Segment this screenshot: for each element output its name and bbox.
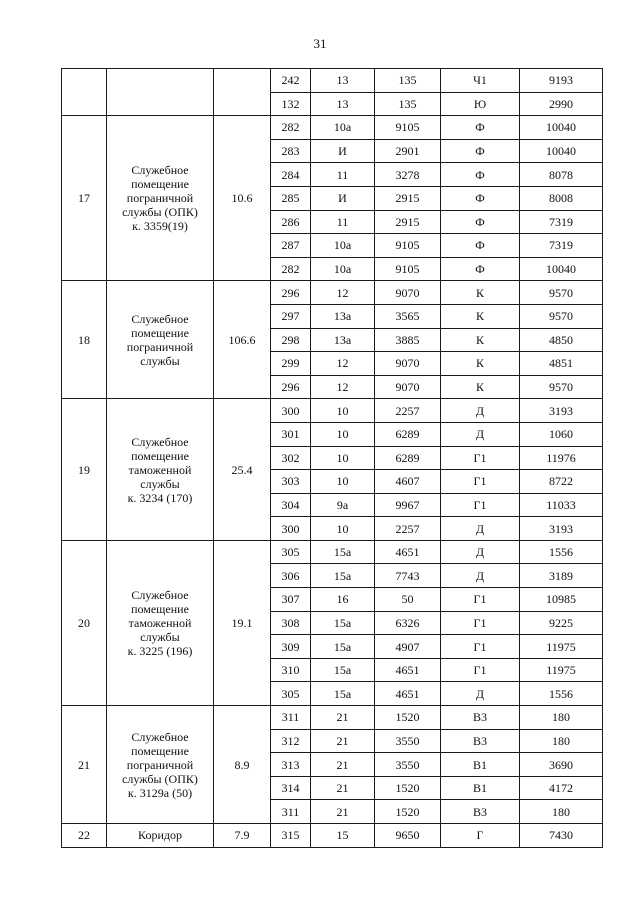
data-cell: Г — [441, 824, 520, 848]
data-cell: 3565 — [375, 304, 441, 328]
data-cell: 283 — [271, 139, 311, 163]
room-name-cell — [107, 706, 214, 824]
data-cell: 307 — [271, 588, 311, 612]
room-area-cell: 10.6 — [214, 116, 271, 281]
data-cell: 4651 — [375, 682, 441, 706]
data-cell: 7743 — [375, 564, 441, 588]
room-name-cell — [107, 69, 214, 116]
data-cell: 21 — [311, 800, 375, 824]
room-name-cell — [107, 540, 214, 705]
data-cell: 180 — [520, 800, 603, 824]
data-cell: 8008 — [520, 186, 603, 210]
data-cell: 132 — [271, 92, 311, 116]
room-name-line: Служебное — [131, 729, 189, 744]
data-cell: 4172 — [520, 776, 603, 800]
data-cell: 180 — [520, 706, 603, 730]
data-cell: 314 — [271, 776, 311, 800]
data-cell: 15а — [311, 564, 375, 588]
data-cell: 9225 — [520, 611, 603, 635]
room-name-line: помещение — [131, 325, 189, 340]
data-cell: 15а — [311, 540, 375, 564]
data-cell: Ф — [441, 186, 520, 210]
room-name-line: помещение — [131, 601, 189, 616]
data-cell: 2257 — [375, 517, 441, 541]
data-cell: 3550 — [375, 729, 441, 753]
room-area-cell: 7.9 — [214, 824, 271, 848]
data-cell: 285 — [271, 186, 311, 210]
data-cell: 9а — [311, 493, 375, 517]
data-cell: 309 — [271, 635, 311, 659]
data-cell: 300 — [271, 399, 311, 423]
room-name-line: помещение — [131, 743, 189, 758]
data-cell: К — [441, 352, 520, 376]
data-cell: Г1 — [441, 658, 520, 682]
data-cell: 310 — [271, 658, 311, 682]
data-cell: 298 — [271, 328, 311, 352]
data-cell: 15а — [311, 658, 375, 682]
data-cell: 4850 — [520, 328, 603, 352]
page-number: 31 — [313, 36, 327, 51]
data-cell: 12 — [311, 375, 375, 399]
data-cell: 242 — [271, 69, 311, 93]
data-cell: 9105 — [375, 234, 441, 258]
data-cell: 9967 — [375, 493, 441, 517]
data-cell: 3189 — [520, 564, 603, 588]
data-cell: 12 — [311, 281, 375, 305]
data-cell: 10040 — [520, 139, 603, 163]
data-cell: Ф — [441, 234, 520, 258]
room-name-line: таможенной — [128, 462, 192, 477]
data-cell: 135 — [375, 69, 441, 93]
data-cell: 9070 — [375, 281, 441, 305]
data-cell: Г1 — [441, 635, 520, 659]
data-cell: 2915 — [375, 210, 441, 234]
data-cell: 308 — [271, 611, 311, 635]
data-cell: В3 — [441, 800, 520, 824]
data-cell: 2257 — [375, 399, 441, 423]
data-cell: К — [441, 304, 520, 328]
data-cell: 9105 — [375, 257, 441, 281]
table-row — [62, 824, 603, 848]
data-cell: 286 — [271, 210, 311, 234]
room-area-cell: 25.4 — [214, 399, 271, 541]
data-cell: Д — [441, 517, 520, 541]
group-number-cell — [62, 69, 107, 116]
data-cell: 9193 — [520, 69, 603, 93]
room-name-line: Коридор — [138, 828, 182, 843]
data-cell: Д — [441, 564, 520, 588]
data-cell: 10а — [311, 257, 375, 281]
data-cell: 9570 — [520, 281, 603, 305]
data-cell: 50 — [375, 588, 441, 612]
data-cell: Ч1 — [441, 69, 520, 93]
room-name-cell — [107, 399, 214, 541]
data-cell: 2915 — [375, 186, 441, 210]
data-cell: 4907 — [375, 635, 441, 659]
data-cell: 1520 — [375, 706, 441, 730]
data-cell: Д — [441, 540, 520, 564]
data-cell: К — [441, 281, 520, 305]
data-cell: 13а — [311, 304, 375, 328]
data-cell: 13а — [311, 328, 375, 352]
data-cell: 1060 — [520, 422, 603, 446]
room-name-line: пограничной — [126, 191, 194, 206]
data-cell: 6326 — [375, 611, 441, 635]
data-cell: Ю — [441, 92, 520, 116]
room-name-line: к. 3225 (196) — [127, 643, 193, 658]
table-row — [62, 706, 603, 730]
table-row — [62, 69, 603, 93]
data-cell: 3550 — [375, 753, 441, 777]
table-row — [62, 399, 603, 423]
data-cell: 305 — [271, 540, 311, 564]
data-cell: 9070 — [375, 375, 441, 399]
group-number-cell: 22 — [62, 824, 107, 848]
room-area-cell — [214, 69, 271, 116]
room-name-line: к. 3129а (50) — [127, 785, 193, 800]
data-cell: 1520 — [375, 776, 441, 800]
table-row — [62, 281, 603, 305]
data-cell: 3690 — [520, 753, 603, 777]
data-cell: 11975 — [520, 635, 603, 659]
data-cell: 282 — [271, 257, 311, 281]
room-name-cell — [107, 281, 214, 399]
data-cell: 15 — [311, 824, 375, 848]
data-cell: 11 — [311, 163, 375, 187]
data-cell: 21 — [311, 729, 375, 753]
data-cell: 10а — [311, 116, 375, 140]
room-name-line: помещение — [131, 177, 189, 192]
data-cell: 7319 — [520, 234, 603, 258]
data-cell: К — [441, 328, 520, 352]
data-cell: 282 — [271, 116, 311, 140]
data-cell: 13 — [311, 69, 375, 93]
data-cell: 287 — [271, 234, 311, 258]
data-cell: 180 — [520, 729, 603, 753]
data-cell: 15а — [311, 682, 375, 706]
room-name-line: Служебное — [131, 163, 189, 178]
data-cell: 10 — [311, 422, 375, 446]
data-cell: 302 — [271, 446, 311, 470]
data-cell: 4607 — [375, 470, 441, 494]
room-name-line: службы — [140, 476, 180, 491]
data-cell: 10040 — [520, 257, 603, 281]
data-cell: 4651 — [375, 540, 441, 564]
data-cell: 315 — [271, 824, 311, 848]
data-cell: В3 — [441, 706, 520, 730]
room-name-line: службы — [140, 629, 180, 644]
data-cell: 2990 — [520, 92, 603, 116]
data-cell: 12 — [311, 352, 375, 376]
room-name-line: Служебное — [131, 587, 189, 602]
room-name-line: службы (ОПК) — [122, 205, 198, 220]
data-cell: Ф — [441, 139, 520, 163]
data-cell: 3193 — [520, 399, 603, 423]
data-cell: 1520 — [375, 800, 441, 824]
room-name-cell — [107, 824, 214, 848]
data-cell: Ф — [441, 257, 520, 281]
data-cell: 7430 — [520, 824, 603, 848]
data-cell: 9105 — [375, 116, 441, 140]
data-cell: Ф — [441, 163, 520, 187]
data-cell: 3278 — [375, 163, 441, 187]
data-cell: 1556 — [520, 682, 603, 706]
data-cell: 13 — [311, 92, 375, 116]
data-cell: 21 — [311, 753, 375, 777]
data-cell: 10985 — [520, 588, 603, 612]
data-cell: Г1 — [441, 470, 520, 494]
group-number-cell: 18 — [62, 281, 107, 399]
data-cell: 21 — [311, 706, 375, 730]
data-cell: 9070 — [375, 352, 441, 376]
data-cell: 296 — [271, 281, 311, 305]
group-number-cell: 19 — [62, 399, 107, 541]
room-name-line: таможенной — [128, 615, 192, 630]
data-cell: 21 — [311, 776, 375, 800]
room-name-line: помещение — [131, 448, 189, 463]
data-cell: 305 — [271, 682, 311, 706]
data-cell: Г1 — [441, 446, 520, 470]
data-cell: 11 — [311, 210, 375, 234]
data-cell: Ф — [441, 116, 520, 140]
table-row — [62, 116, 603, 140]
room-name-line: пограничной — [126, 339, 194, 354]
data-cell: 303 — [271, 470, 311, 494]
data-cell: 10а — [311, 234, 375, 258]
data-cell: 135 — [375, 92, 441, 116]
room-name-line: службы — [140, 353, 180, 368]
data-cell: 4651 — [375, 658, 441, 682]
data-cell: 11976 — [520, 446, 603, 470]
data-cell: И — [311, 186, 375, 210]
data-cell: 15а — [311, 611, 375, 635]
data-cell: 312 — [271, 729, 311, 753]
room-data-table — [61, 68, 603, 848]
data-cell: 8722 — [520, 470, 603, 494]
group-number-cell: 21 — [62, 706, 107, 824]
group-number-cell: 17 — [62, 116, 107, 281]
data-cell: В1 — [441, 753, 520, 777]
data-cell: 9570 — [520, 304, 603, 328]
data-cell: Ф — [441, 210, 520, 234]
data-cell: Г1 — [441, 611, 520, 635]
data-cell: 300 — [271, 517, 311, 541]
data-cell: Д — [441, 422, 520, 446]
data-cell: 4851 — [520, 352, 603, 376]
data-cell: 304 — [271, 493, 311, 517]
data-cell: 311 — [271, 800, 311, 824]
data-cell: 299 — [271, 352, 311, 376]
data-cell: 9570 — [520, 375, 603, 399]
data-cell: 10040 — [520, 116, 603, 140]
room-name-line: Служебное — [131, 311, 189, 326]
data-cell: 1556 — [520, 540, 603, 564]
room-area-cell: 19.1 — [214, 540, 271, 705]
data-cell: 306 — [271, 564, 311, 588]
data-cell: 11975 — [520, 658, 603, 682]
group-number-cell: 20 — [62, 540, 107, 705]
data-cell: 3193 — [520, 517, 603, 541]
room-area-cell: 106.6 — [214, 281, 271, 399]
room-name-line: пограничной — [126, 757, 194, 772]
data-cell: 297 — [271, 304, 311, 328]
data-cell: 10 — [311, 470, 375, 494]
data-cell: 16 — [311, 588, 375, 612]
data-cell: Д — [441, 682, 520, 706]
data-cell: 2901 — [375, 139, 441, 163]
data-cell: В3 — [441, 729, 520, 753]
room-name-line: службы (ОПК) — [122, 771, 198, 786]
room-name-cell — [107, 116, 214, 281]
data-cell: К — [441, 375, 520, 399]
data-cell: 9650 — [375, 824, 441, 848]
data-cell: 6289 — [375, 446, 441, 470]
data-cell: Г1 — [441, 588, 520, 612]
data-cell: 10 — [311, 399, 375, 423]
room-name-line: Служебное — [131, 434, 189, 449]
data-cell: 11033 — [520, 493, 603, 517]
data-cell: 301 — [271, 422, 311, 446]
data-cell: 7319 — [520, 210, 603, 234]
data-cell: Г1 — [441, 493, 520, 517]
room-area-cell: 8.9 — [214, 706, 271, 824]
data-cell: 3885 — [375, 328, 441, 352]
data-cell: В1 — [441, 776, 520, 800]
data-cell: 311 — [271, 706, 311, 730]
data-cell: 10 — [311, 446, 375, 470]
data-cell: 6289 — [375, 422, 441, 446]
data-cell: 10 — [311, 517, 375, 541]
data-cell: 284 — [271, 163, 311, 187]
room-name-line: к. 3359(19) — [132, 219, 188, 234]
data-cell: 313 — [271, 753, 311, 777]
data-cell: И — [311, 139, 375, 163]
table-row — [62, 540, 603, 564]
data-cell: 15а — [311, 635, 375, 659]
data-cell: 8078 — [520, 163, 603, 187]
room-name-line: к. 3234 (170) — [127, 490, 193, 505]
data-cell: 296 — [271, 375, 311, 399]
data-cell: Д — [441, 399, 520, 423]
